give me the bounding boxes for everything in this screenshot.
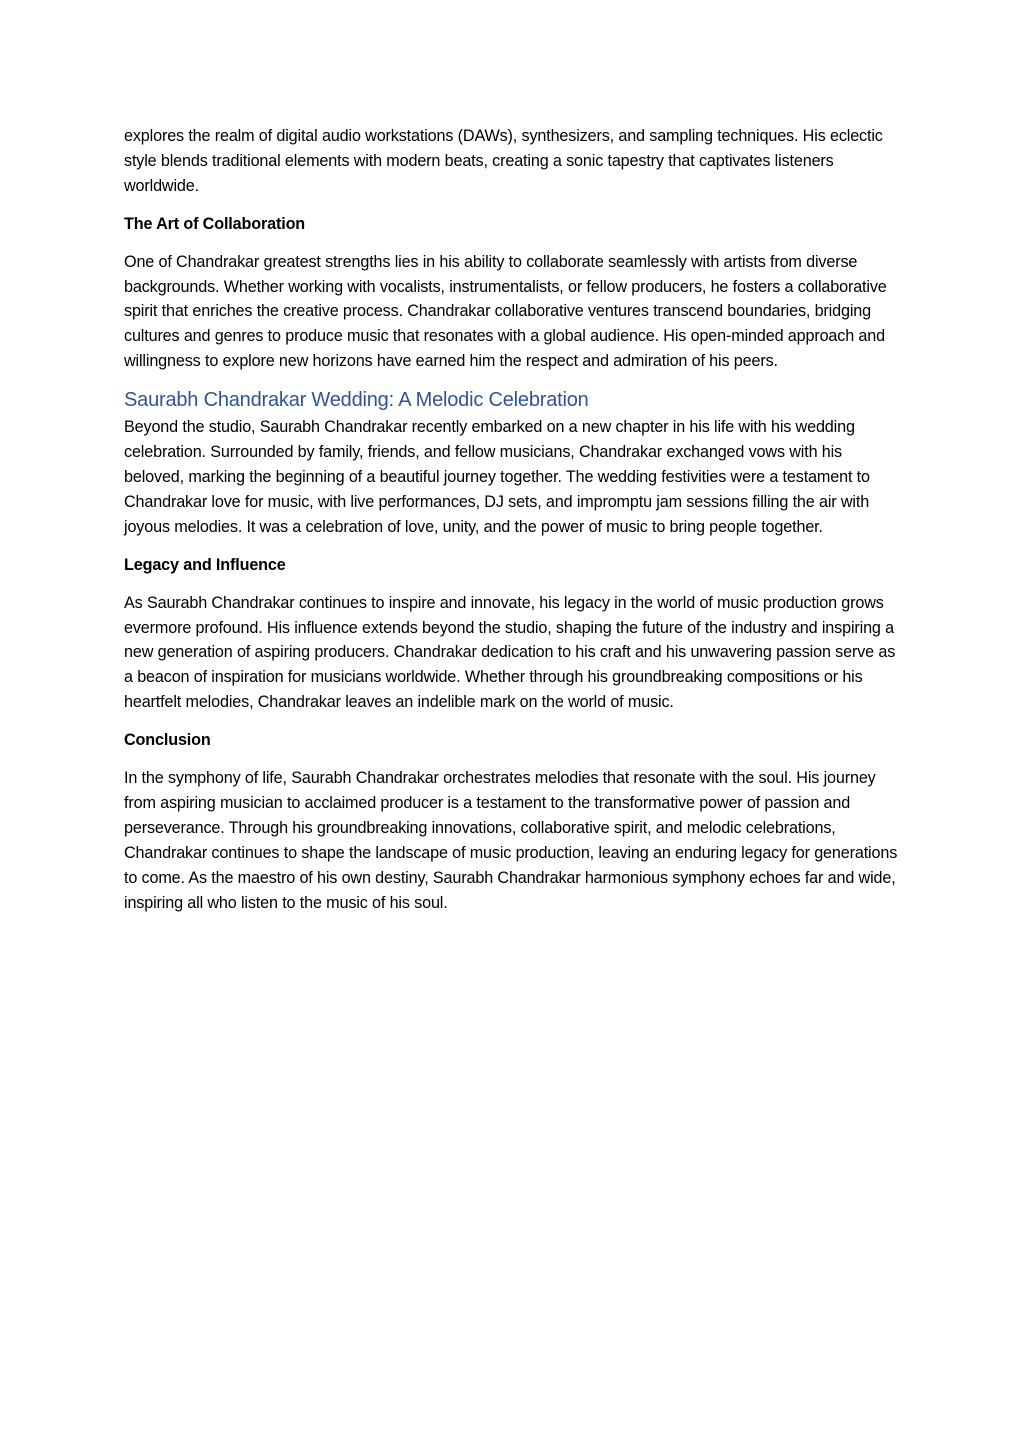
heading-legacy-and-influence: Legacy and Influence — [124, 555, 286, 574]
wedding-paragraph: Beyond the studio, Saurabh Chandrakar recently embarked on a new chapter in his life with his wedding celebration. Surrounded by family, friends, and fellow musicians, Chandrakar exchanged vows with his beloved, marking the beginning of a beautiful journey together. The wedding festivities were a testament to Chandrakar love for music, with live performances, DJ sets, and impromptu jam sessions filling the air with joyous melodies. It was a celebration of love, unity, and the power of music to bring people together. — [124, 418, 870, 536]
intro-paragraph: explores the realm of digital audio workstations (DAWs), synthesizers, and sampling techniques. His eclectic style blends traditional elements with modern beats, creating a sonic tapestry that captivates listeners worldwide. — [124, 127, 883, 195]
conclusion-paragraph: In the symphony of life, Saurabh Chandrakar orchestrates melodies that resonate with the soul. His journey from aspiring musician to acclaimed producer is a testament to the transformative power of passion and perseverance. Through his groundbreaking innovations, collaborative spirit, and melodic celebrations, Chandrakar continues to shape the landscape of music production, leaving an enduring legacy for generations to come. As the maestro of his own destiny, Saurabh Chandrakar harmonious symphony echoes far and wide, inspiring all who listen to the music of his soul. — [124, 769, 898, 912]
legacy-paragraph: As Saurabh Chandrakar continues to inspire and innovate, his legacy in the world of music production grows evermore profound. His influence extends beyond the studio, shaping the future of the industry and inspiring a new generation of aspiring producers. Chandrakar dedication to his craft and his unwavering passion serve as a beacon of inspiration for musicians worldwide. Whether through his groundbreaking compositions or his heartfelt melodies, Chandrakar leaves an indelible mark on the world of music. — [124, 593, 896, 712]
heading-conclusion: Conclusion — [124, 731, 211, 750]
document-page — [124, 124, 902, 915]
heading-art-of-collaboration: The Art of Collaboration — [124, 214, 306, 233]
section-heading-wedding: Saurabh Chandrakar Wedding: A Melodic Celebration — [124, 389, 589, 412]
collaboration-paragraph: One of Chandrakar greatest strengths lies in his ability to collaborate seamlessly with artists from diverse backgrounds. Whether working with vocalists, instrumentalists, or fellow producers, he fosters a collaborative spirit that enriches the creative process. Chandrakar collaborative ventures transcend boundaries, bridging cultures and genres to produce music that resonates with a global audience. His open-minded approach and willingness to explore new horizons have earned him the respect and admiration of his peers. — [124, 252, 887, 371]
